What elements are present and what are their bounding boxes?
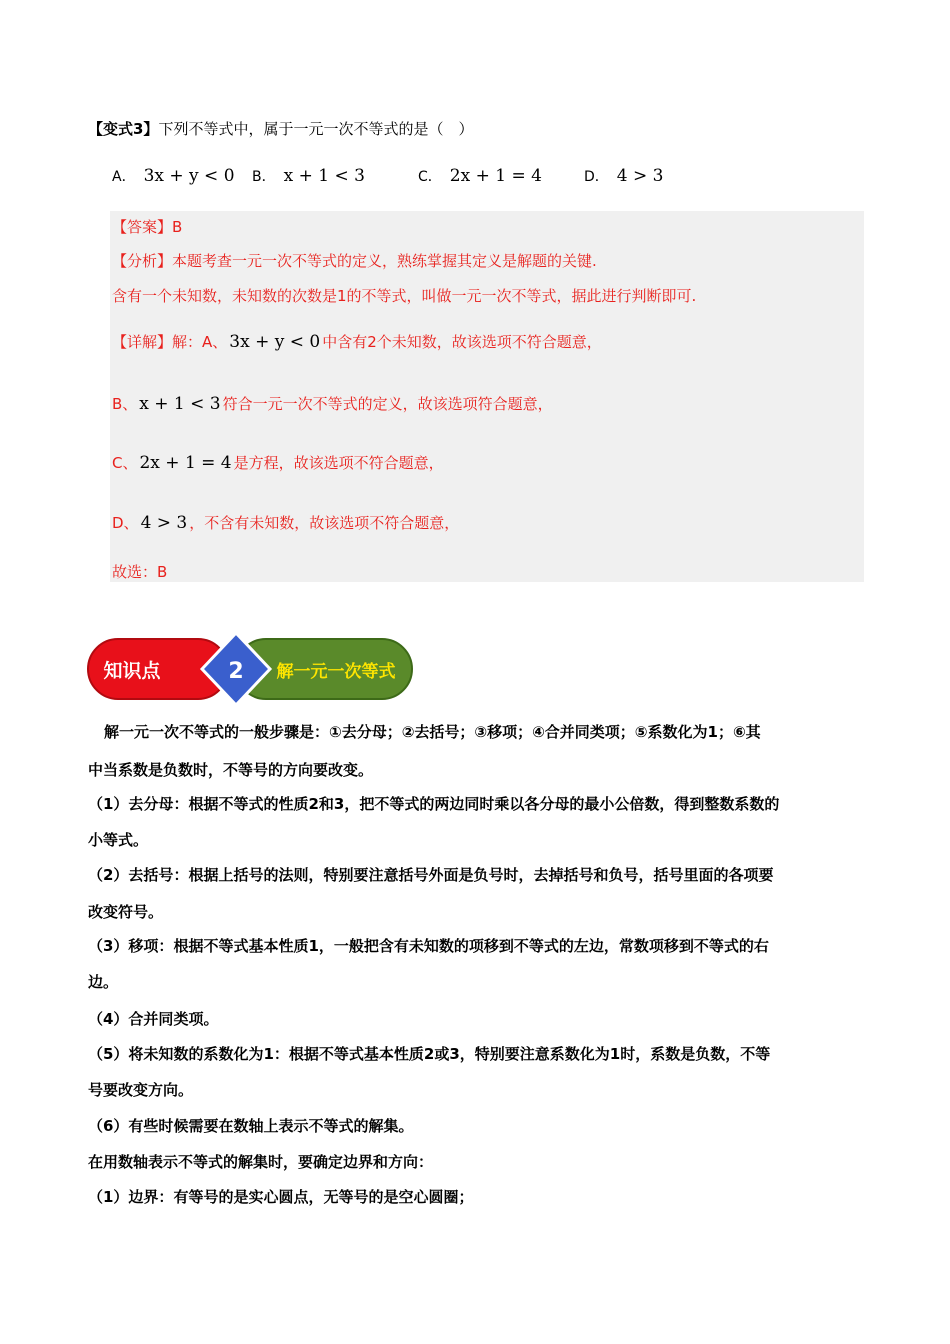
detail-label: 【详解】 xyxy=(112,333,173,351)
banner-left-label: 知识点 xyxy=(103,660,161,682)
detail-c-expr: 2x + 1 = 4 xyxy=(139,453,232,473)
conclusion: 故选：B xyxy=(112,563,168,581)
body-line: 解一元一次不等式的一般步骤是：①去分母；②去括号；③移项；④合并同类项；⑤系数化为1；⑥其 xyxy=(104,723,761,741)
body-line: （5）将未知数的系数化为1：根据不等式基本性质2或3，特别要注意系数化为1时，系数是负数，不等 xyxy=(88,1045,771,1063)
option-a xyxy=(112,166,235,186)
detail-line-c xyxy=(112,452,444,473)
analysis-line-1 xyxy=(112,250,597,271)
body-line: 改变符号。 xyxy=(88,903,164,921)
banner-number: 2 xyxy=(228,659,244,684)
option-letter: B． xyxy=(252,169,276,185)
detail-a-expr: 3x + y < 0 xyxy=(229,332,321,352)
detail-d-expr: 4 > 3 xyxy=(140,513,188,533)
option-expr: x + 1 < 3 xyxy=(283,166,365,186)
detail-d-prefix: D、 xyxy=(112,514,139,532)
analysis-label: 【分析】 xyxy=(112,252,173,270)
knowledge-point-banner xyxy=(86,631,416,707)
detail-b-text: 符合一元一次不等式的定义，故该选项符合题意， xyxy=(222,395,553,413)
body-line: （1）去分母：根据不等式的性质2和3，把不等式的两边同时乘以各分母的最小公倍数，得到整数系数的 xyxy=(88,795,780,813)
option-expr: 2x + 1 = 4 xyxy=(449,166,542,186)
body-line: 小等式。 xyxy=(88,831,149,849)
option-c xyxy=(418,166,542,186)
body-line: （4）合并同类项。 xyxy=(88,1010,219,1028)
detail-b-expr: x + 1 < 3 xyxy=(139,394,221,414)
detail-line-a xyxy=(112,331,602,352)
option-expr: 4 > 3 xyxy=(616,166,664,186)
body-line: 号要改变方向。 xyxy=(88,1081,194,1099)
detail-intro: 解：A、 xyxy=(172,333,228,351)
body-line: （1）边界：有等号的是实心圆点，无等号的是空心圆圈； xyxy=(88,1188,474,1206)
detail-line-d xyxy=(112,512,459,533)
answer-label: 【答案】B xyxy=(112,218,183,236)
analysis-text-1: 本题考查一元一次不等式的定义，熟练掌握其定义是解题的关键. xyxy=(172,252,597,270)
question-text: 下列不等式中，属于一元一次不等式的是（ ） xyxy=(158,120,474,138)
detail-c-prefix: C、 xyxy=(112,454,138,472)
body-line: 在用数轴表示不等式的解集时，要确定边界和方向： xyxy=(88,1153,434,1171)
body-line: （3）移项：根据不等式基本性质1，一般把含有未知数的项移到不等式的左边，常数项移到不等式的右 xyxy=(88,937,769,955)
detail-line-b xyxy=(112,393,553,414)
banner-title: 解一元一次等式 xyxy=(276,662,396,682)
question-line xyxy=(88,118,473,139)
option-b xyxy=(252,166,365,186)
option-d xyxy=(584,166,663,186)
question-tag: 【变式3】 xyxy=(88,120,159,138)
detail-b-prefix: B、 xyxy=(112,395,138,413)
analysis-line-2: 含有一个未知数，未知数的次数是1的不等式，叫做一元一次不等式，据此进行判断即可. xyxy=(112,287,697,305)
detail-d-text: ，不含有未知数，故该选项不符合题意， xyxy=(189,514,460,532)
option-letter: A． xyxy=(112,169,136,185)
option-letter: D． xyxy=(584,169,609,185)
body-line: 中当系数是负数时，不等号的方向要改变。 xyxy=(88,761,374,779)
option-expr: 3x + y < 0 xyxy=(143,166,235,186)
option-letter: C． xyxy=(418,169,442,185)
body-line: 边。 xyxy=(88,973,119,991)
detail-c-text: 是方程，故该选项不符合题意， xyxy=(233,454,444,472)
body-line: （6）有些时候需要在数轴上表示不等式的解集。 xyxy=(88,1117,414,1135)
body-line: （2）去括号：根据上括号的法则，特别要注意括号外面是负号时，去掉括号和负号，括号里面的各项要 xyxy=(88,866,774,884)
detail-a-text: 中含有2个未知数，故该选项不符合题意， xyxy=(322,333,602,351)
